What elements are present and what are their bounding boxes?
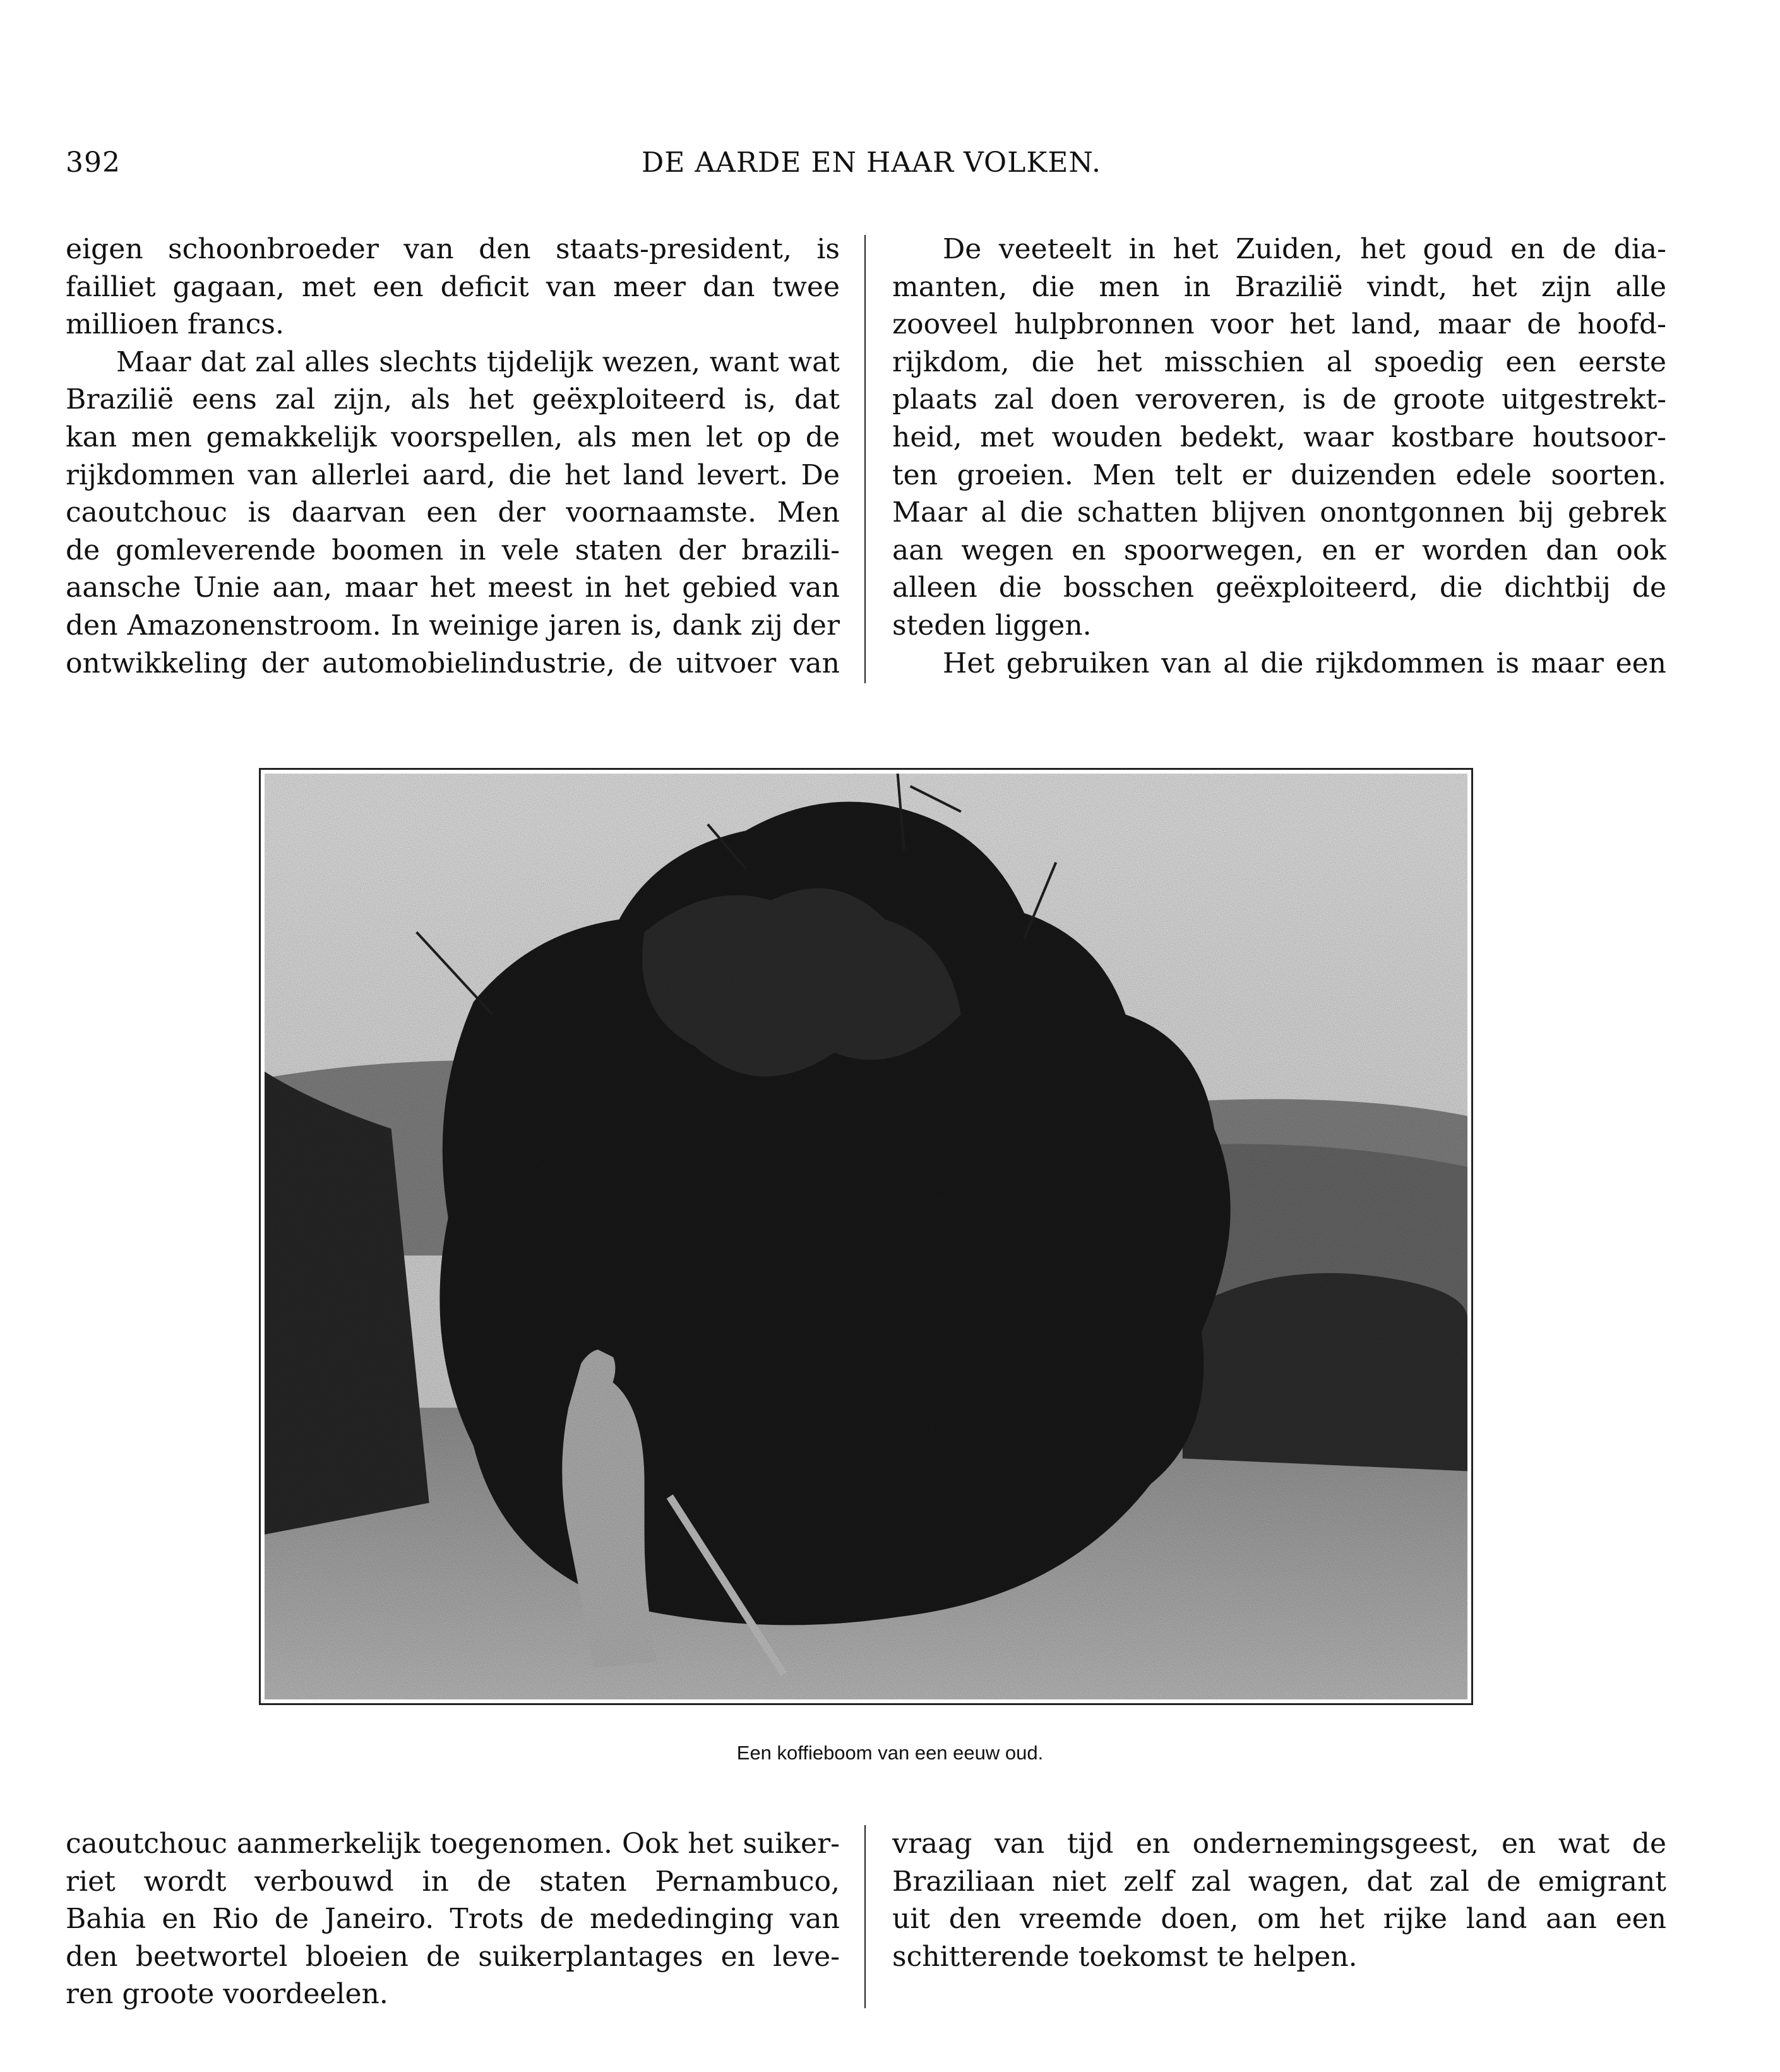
text-line: heid, met wouden bedekt, waar kostbare houtsoor- bbox=[892, 421, 1666, 453]
text-line: failliet gagaan, met een deficit van meer dan twee bbox=[66, 270, 840, 303]
text-line: Maar dat zal alles slechts tijdelijk wezen, want wat bbox=[116, 345, 840, 378]
text-line: de gomleverende boomen in vele staten der brazili- bbox=[66, 534, 840, 566]
column-divider bbox=[864, 235, 866, 683]
text-line: ontwikkeling der automobielindustrie, de uitvoer van bbox=[66, 647, 840, 680]
text-line: manten, die men in Brazilië vindt, het zijn alle bbox=[892, 270, 1666, 303]
text-line: millioen francs. bbox=[66, 308, 284, 341]
bottom-right-column bbox=[892, 1825, 1666, 1975]
text-line: caoutchouc aanmerkelijk toegenomen. Ook het suiker- bbox=[66, 1828, 840, 1860]
text-line: steden liggen. bbox=[892, 609, 1092, 642]
running-title: DE AARDE EN HAAR VOLKEN. bbox=[641, 147, 1102, 179]
text-line: aansche Unie aan, maar het meest in het gebied van bbox=[66, 572, 840, 604]
bottom-left-column bbox=[66, 1825, 840, 2013]
text-line: rijkdommen van allerlei aard, die het land levert. De bbox=[66, 458, 840, 491]
text-line: den Amazonenstroom. In weinige jaren is, dank zij der bbox=[66, 609, 840, 642]
text-line: Braziliaan niet zelf zal wagen, dat zal de emigrant bbox=[892, 1865, 1666, 1898]
text-line: Bahia en Rio de Janeiro. Trots de mededinging van bbox=[66, 1903, 840, 1936]
text-line: zooveel hulpbronnen voor het land, maar de hoofd- bbox=[892, 308, 1666, 341]
top-right-column bbox=[892, 231, 1666, 682]
text-line: Brazilië eens zal zijn, als het geëxploiteerd is, dat bbox=[66, 383, 840, 416]
text-line: ten groeien. Men telt er duizenden edele soorten. bbox=[892, 458, 1666, 491]
text-line: Maar al die schatten blijven onontgonnen bij gebrek bbox=[892, 496, 1666, 529]
page-number: 392 bbox=[66, 147, 121, 179]
figure-caption: Een koffieboom van een eeuw oud. bbox=[736, 1742, 1044, 1764]
text-line: den beetwortel bloeien de suikerplantages en leve- bbox=[66, 1940, 840, 1973]
text-line: riet wordt verbouwd in de staten Pernambuco, bbox=[66, 1865, 840, 1898]
text-line: vraag van tijd en ondernemingsgeest, en wat de bbox=[892, 1828, 1666, 1860]
text-line: aan wegen en spoorwegen, en er worden dan ook bbox=[892, 534, 1666, 566]
photo-image bbox=[265, 774, 1467, 1699]
text-line: De veeteelt in het Zuiden, het goud en de dia- bbox=[943, 233, 1666, 265]
text-line: Het gebruiken van al die rijkdommen is maar een bbox=[943, 647, 1666, 680]
text-line: schitterende toekomst te helpen. bbox=[892, 1940, 1358, 1973]
text-line: caoutchouc is daarvan een der voornaamste. Men bbox=[66, 496, 840, 529]
coffee-tree-photograph bbox=[259, 768, 1473, 1705]
column-divider bbox=[864, 1825, 866, 2008]
text-line: kan men gemakkelijk voorspellen, als men let op de bbox=[66, 421, 840, 453]
text-line: ren groote voordeelen. bbox=[66, 1978, 388, 2011]
text-line: eigen schoonbroeder van den staats-president, is bbox=[66, 233, 840, 265]
top-left-column bbox=[66, 231, 840, 682]
text-line: rijkdom, die het misschien al spoedig een eerste bbox=[892, 345, 1666, 378]
text-line: plaats zal doen veroveren, is de groote uitgestrekt- bbox=[892, 383, 1666, 416]
text-line: alleen die bosschen geëxploiteerd, die dichtbij de bbox=[892, 572, 1666, 604]
text-line: uit den vreemde doen, om het rijke land aan een bbox=[892, 1903, 1666, 1936]
